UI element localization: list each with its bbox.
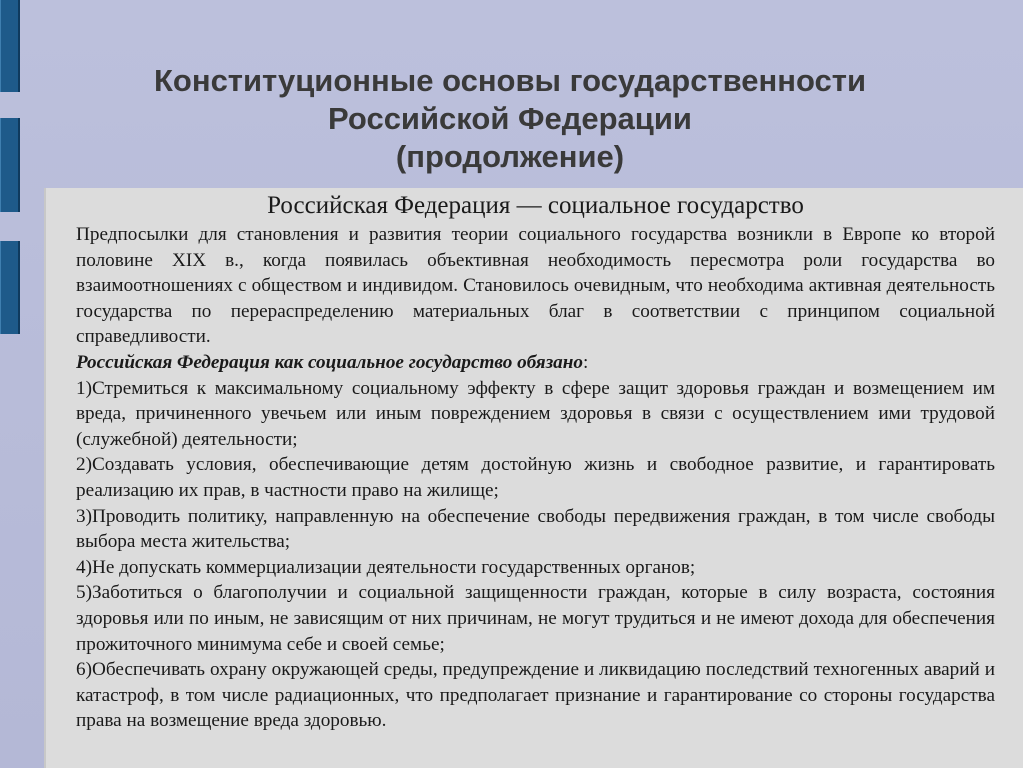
section-subtitle: Российская Федерация — социальное государство	[267, 192, 804, 219]
decorative-bar	[0, 241, 20, 334]
obligation-item: 6)Обеспечивать охрану окружающей среды, предупреждение и ликвидацию последствий техногенных аварий и катастроф, в том числе радиационных, что предполагает признание и гарантирование со стороны государства права на возмещение вреда здоровью.	[76, 659, 995, 732]
body-text	[76, 222, 995, 734]
content-panel	[44, 188, 1023, 768]
intro-paragraph: Предпосылки для становления и развития теории социального государства возникли в Европе ко второй половине XIX в., когда появилась объективная необходимость пересмотра роли государства во взаимоотношениях с обществом и индивидом. Становилось очевидным, что необходима активная деятельность государства по перераспределению материальных благ в соответствии с принципом социальной справедливости.	[76, 224, 995, 348]
obligation-heading-paragraph	[76, 350, 995, 376]
decorative-bar	[0, 118, 20, 212]
obligation-item: 4)Не допускать коммерциализации деятельности государственных органов;	[76, 556, 696, 578]
obligation-heading: Российская Федерация как социальное государство обязано	[76, 351, 584, 373]
obligation-item: 2)Создавать условия, обеспечивающие детям достойную жизнь и свободное развитие, и гарантировать реализацию их прав, в частности право на жилище;	[76, 454, 995, 501]
obligation-item: 3)Проводить политику, направленную на обеспечение свободы передвижения граждан, в том числе свободы выбора места жительства;	[76, 505, 995, 553]
slide-title-line: Конституционные основы государственности	[153, 63, 867, 98]
obligation-item: 5)Заботиться о благополучии и социальной защищенности граждан, которые в силу возраста, состояния здоровья или по иным, не зависящим от них причинам, не могут трудиться и не имеют дохода для обеспечения прожиточного минимума себе и своей семье;	[76, 582, 995, 655]
obligation-colon: :	[583, 351, 589, 373]
obligation-item: 1)Стремиться к максимальному социальному эффекту в сфере защит здоровья граждан и возмещением им вреда, причиненного увечьем или иным повреждением здоровья в связи с осуществлением ими трудовой (служебной) деятельности;	[76, 377, 995, 450]
slide-title-line: (продолжение)	[395, 139, 625, 174]
slide-title-line: Российской Федерации	[328, 101, 692, 136]
slide-title	[100, 62, 920, 176]
decorative-bar	[0, 0, 20, 92]
